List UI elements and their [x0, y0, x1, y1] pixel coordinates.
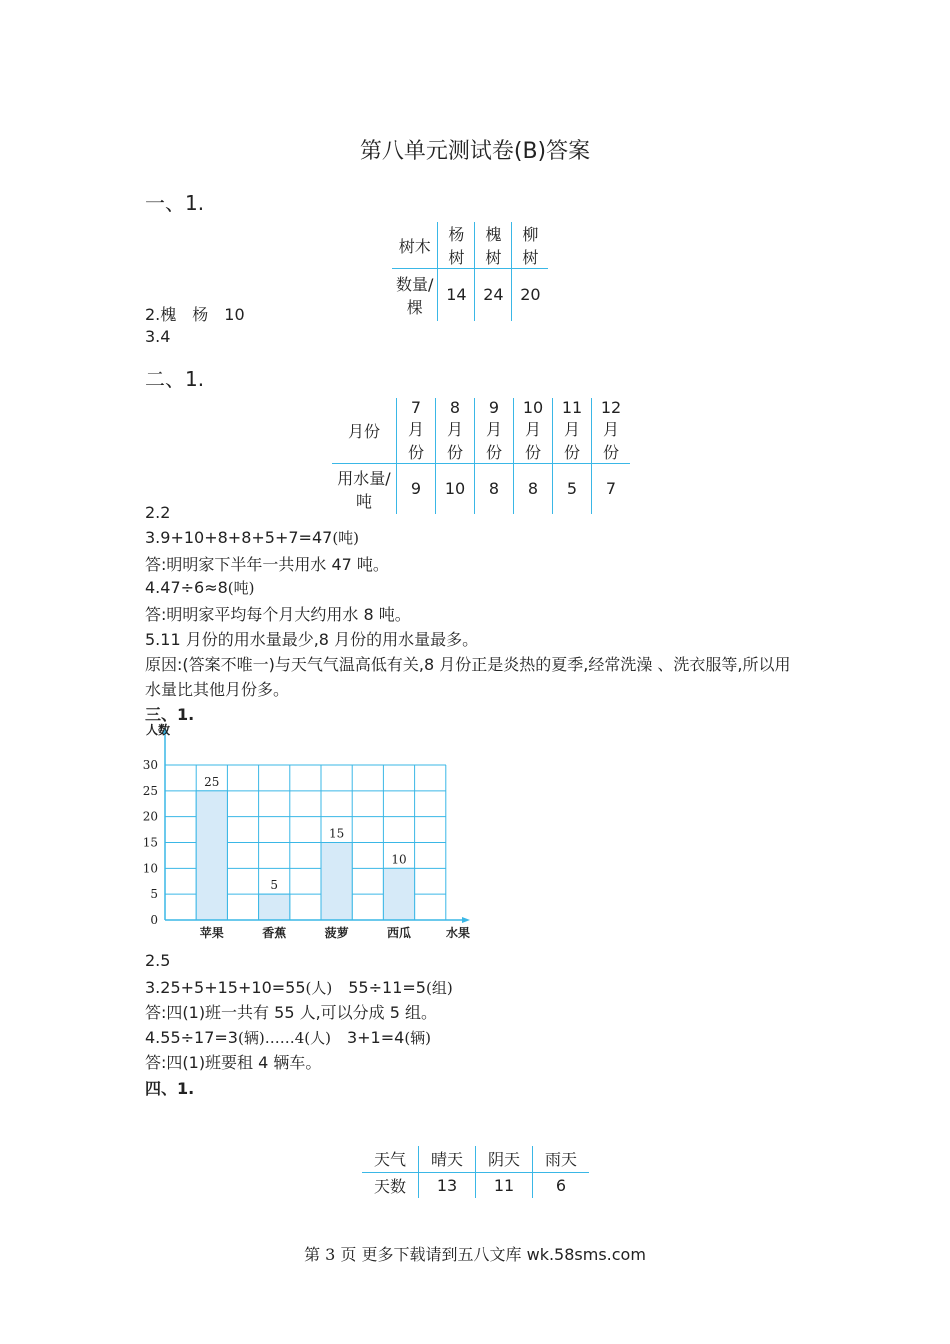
s3-q2: 2.5	[145, 951, 171, 970]
tree-value: 20	[512, 269, 549, 321]
chart-bars	[196, 791, 414, 920]
water-value: 8	[475, 464, 514, 514]
s1-q3: 3.4	[145, 327, 171, 346]
water-month-cell: 7 月 份	[397, 398, 436, 464]
section-1-heading: 一、1.	[145, 191, 205, 215]
s3-q3-answer: 答:四(1)班一共有 55 人,可以分成 5 组。	[145, 1003, 438, 1022]
s2-q4-answer: 答:明明家平均每个月大约用水 8 吨。	[145, 605, 411, 624]
water-month-cell: 8 月 份	[436, 398, 475, 464]
water-month-cell: 12 月份	[592, 398, 631, 464]
water-month-cell: 9 月 份	[475, 398, 514, 464]
tree-header-cell: 槐树	[475, 222, 512, 269]
section-4-heading: 四、1.	[145, 1079, 195, 1098]
weather-header-cell: 阴天	[476, 1146, 533, 1172]
s2-q3-answer: 答:明明家下半年一共用水 47 吨。	[145, 555, 389, 574]
weather-header-cell: 雨天	[533, 1146, 590, 1172]
water-value: 10	[436, 464, 475, 514]
water-month-cell: 11 月份	[553, 398, 592, 464]
y-tick-label: 0	[150, 913, 158, 927]
water-header-cell: 月份	[347, 422, 380, 441]
tree-row-label: 数量/ 棵	[392, 269, 438, 321]
bar-data-label: 10	[391, 852, 407, 867]
x-axis-arrow	[462, 917, 470, 923]
bar-data-label: 25	[204, 774, 220, 789]
water-table	[332, 398, 630, 514]
weather-value: 11	[476, 1172, 533, 1198]
page-title: 第八单元测试卷(B)答案	[359, 139, 591, 164]
s2-q2: 2.2	[145, 503, 171, 522]
bar	[321, 843, 352, 921]
bar	[383, 868, 414, 920]
tree-value: 24	[475, 269, 512, 321]
water-value: 8	[514, 464, 553, 514]
weather-table	[362, 1146, 589, 1198]
weather-value: 6	[533, 1172, 590, 1198]
water-value: 7	[592, 464, 631, 514]
y-tick-label: 10	[142, 861, 158, 876]
weather-header-cell: 天气	[373, 1150, 406, 1170]
category-label: 香蕉	[262, 926, 287, 940]
tree-table	[392, 222, 548, 321]
weather-row-label: 天数	[362, 1172, 419, 1198]
bar-data-label: 15	[328, 826, 345, 841]
s2-q5: 5.11 月份的用水量最少,8 月份的用水量最多。	[145, 630, 479, 649]
water-month-cell: 10 月份	[514, 398, 553, 464]
water-value: 9	[397, 464, 436, 514]
category-label: 苹果	[199, 926, 224, 940]
page-footer: 第 3 页 更多下载请到五八文库 wk.58sms.com	[304, 1245, 646, 1264]
water-row-label: 用水量/ 吨	[332, 464, 397, 514]
category-label: 菠萝	[324, 926, 349, 940]
s3-q4-answer: 答:四(1)班要租 4 辆车。	[145, 1053, 322, 1072]
tree-value: 14	[438, 269, 475, 321]
y-axis-label: 人数	[146, 723, 171, 737]
s2-reason-line2: 水量比其他月份多。	[145, 680, 290, 699]
s2-q3: 3.9+10+8+8+5+7=47(吨)	[145, 528, 360, 547]
x-axis-label: 水果	[445, 926, 471, 940]
bar	[196, 791, 227, 920]
s3-q4: 4.55÷17=3(辆)……4(人) 3+1=4(辆)	[145, 1028, 432, 1047]
tree-header-cell: 柳树	[512, 222, 549, 269]
s3-q3: 3.25+5+15+10=55(人) 55÷11=5(组)	[145, 978, 453, 997]
category-label: 西瓜	[386, 926, 412, 940]
tree-header-cell: 树木	[398, 236, 431, 256]
y-tick-label: 25	[142, 783, 158, 798]
section-2-heading: 二、1.	[145, 367, 205, 391]
tree-header-cell: 杨树	[438, 222, 475, 269]
y-tick-label: 20	[142, 809, 158, 824]
chart-labels	[143, 722, 470, 940]
y-tick-label: 5	[150, 887, 158, 902]
s2-q4: 4.47÷6≈8(吨)	[145, 578, 255, 597]
bar	[259, 894, 290, 920]
water-value: 5	[553, 464, 592, 514]
y-tick-label: 15	[142, 835, 158, 850]
bar-data-label: 5	[270, 878, 279, 893]
s2-reason-line1: 原因:(答案不唯一)与天气气温高低有关,8 月份正是炎热的夏季,经常洗澡 、洗衣服等,所以用	[145, 655, 791, 674]
y-tick-label: 30	[142, 758, 158, 772]
section-3-heading: 三、1.	[145, 705, 195, 724]
s1-q2: 2.槐 杨 10	[145, 305, 245, 324]
fruit-bar-chart	[140, 718, 480, 943]
weather-header-cell: 晴天	[419, 1146, 476, 1172]
weather-value: 13	[419, 1172, 476, 1198]
